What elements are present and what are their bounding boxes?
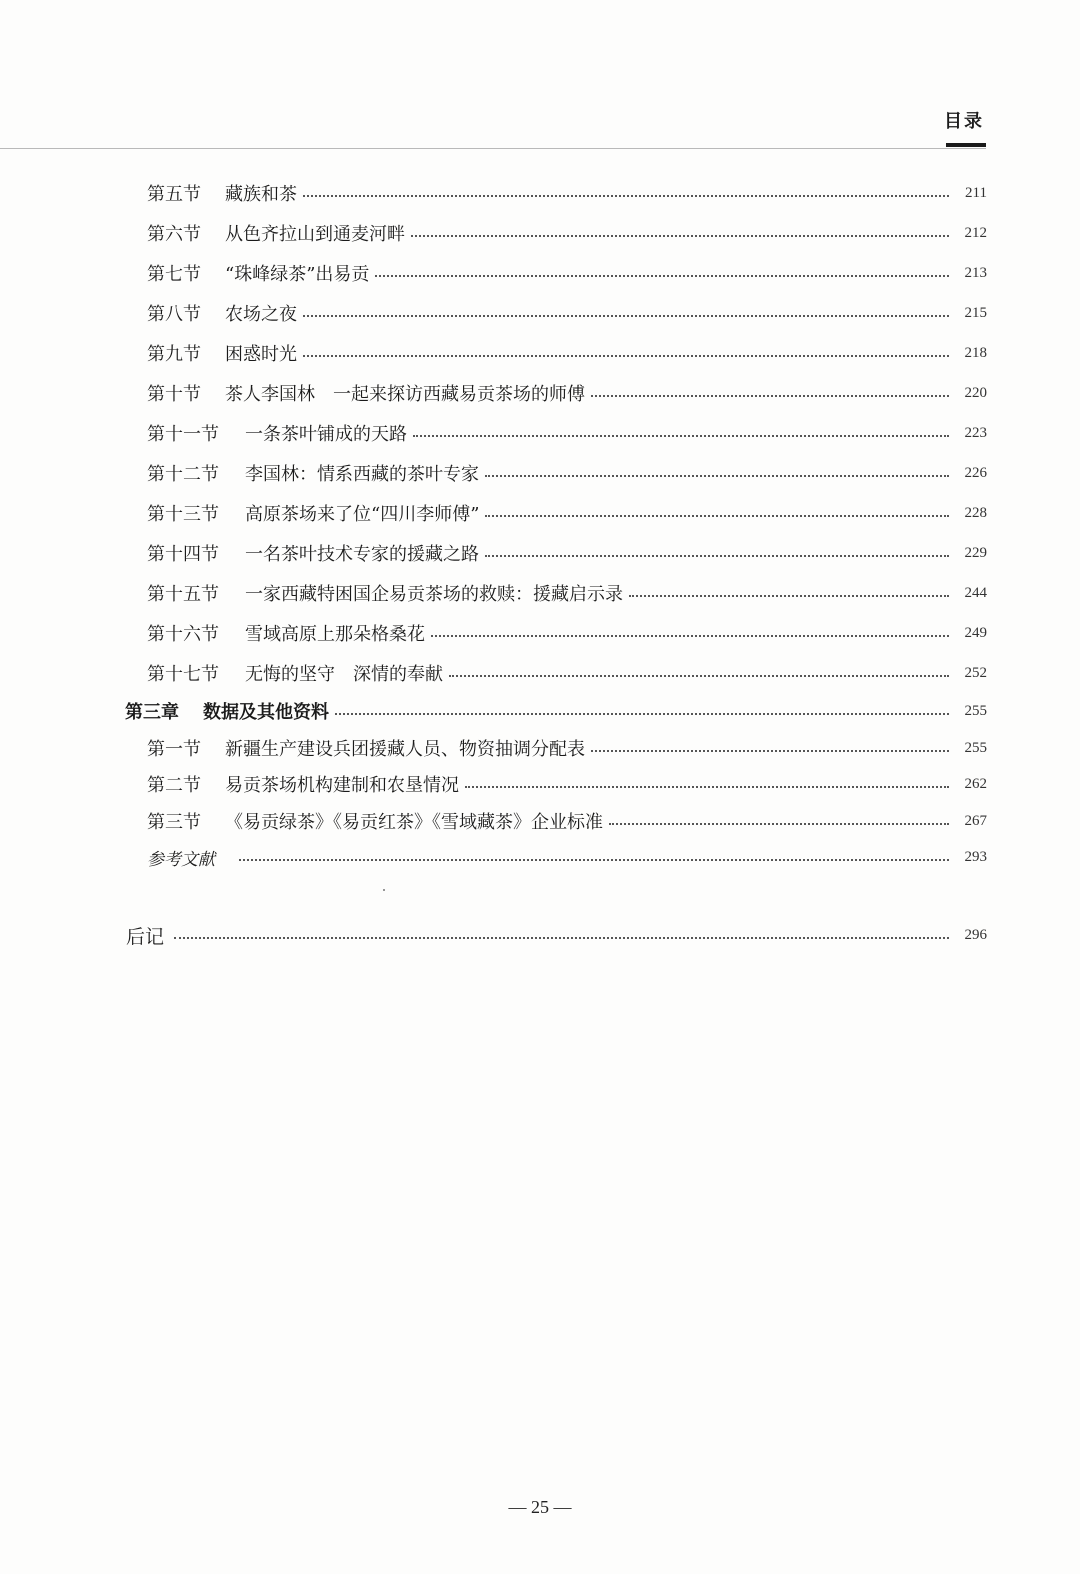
chapter-label: 第三章 <box>125 702 179 723</box>
entry-label: 第十五节 <box>147 584 219 605</box>
header-rule <box>0 148 986 149</box>
toc-chapter[interactable] <box>125 696 987 726</box>
entry-page: 244 <box>964 584 987 601</box>
leader-dots <box>411 235 949 237</box>
toc-entry[interactable] <box>147 618 987 648</box>
entry-title: 困惑时光 <box>225 344 297 365</box>
leader-dots <box>239 859 949 861</box>
toc-entry[interactable] <box>147 178 987 208</box>
entry-title: 《易贡绿茶》《易贡红茶》《雪域藏茶》企业标准 <box>225 812 603 833</box>
entry-title: 无悔的坚守 深情的奉献 <box>245 664 443 685</box>
entry-label: 第十二节 <box>147 464 219 485</box>
entry-title: “珠峰绿茶”出易贡 <box>225 264 370 285</box>
entry-page: 223 <box>964 424 987 441</box>
entry-label: 第十三节 <box>147 504 219 525</box>
entry-page: 262 <box>964 775 987 792</box>
toc-entry[interactable] <box>147 418 987 448</box>
leader-dots <box>375 275 949 277</box>
entry-page: 213 <box>964 264 987 281</box>
entry-page: 215 <box>964 304 987 321</box>
chapter-title: 数据及其他资料 <box>203 702 329 723</box>
leader-dots <box>485 555 949 557</box>
entry-label: 第二节 <box>147 775 201 796</box>
entry-page: 267 <box>964 812 987 829</box>
entry-label: 第十节 <box>147 384 201 405</box>
entry-page: 211 <box>965 184 987 201</box>
entry-page: 220 <box>964 384 987 401</box>
leader-dots <box>465 786 949 788</box>
entry-title: 李国林：情系西藏的茶叶专家 <box>245 464 479 485</box>
scan-speck <box>383 889 385 891</box>
toc-entry[interactable] <box>147 378 987 408</box>
entry-title: 一条茶叶铺成的天路 <box>245 424 407 445</box>
entry-title: 农场之夜 <box>225 304 297 325</box>
entry-title: 易贡茶场机构建制和农垦情况 <box>225 775 459 796</box>
leader-dots <box>303 355 949 357</box>
toc-entry[interactable] <box>147 458 987 488</box>
running-head-title: 目录 <box>944 111 984 132</box>
entry-page: 229 <box>964 544 987 561</box>
afterword-label: 后记 <box>126 925 165 948</box>
entry-title: 高原茶场来了位“四川李师傅” <box>245 504 480 525</box>
leader-dots <box>431 635 949 637</box>
chapter-page: 255 <box>964 702 987 719</box>
afterword-page: 296 <box>964 926 987 943</box>
leader-dots <box>629 595 949 597</box>
leader-dots <box>303 315 949 317</box>
toc-entry[interactable] <box>147 806 987 836</box>
leader-dots <box>485 475 949 477</box>
entry-title: 新疆生产建设兵团援藏人员、物资抽调分配表 <box>225 739 585 760</box>
entry-title: 藏族和茶 <box>225 184 297 205</box>
header-thick-rule <box>946 143 986 147</box>
entry-page: 249 <box>964 624 987 641</box>
entry-page: 255 <box>964 739 987 756</box>
leader-dots <box>413 435 949 437</box>
entry-title: 一名茶叶技术专家的援藏之路 <box>245 544 479 565</box>
leader-dots <box>591 750 949 752</box>
toc-entry[interactable] <box>147 658 987 688</box>
leader-dots <box>303 195 949 197</box>
entry-label: 第十一节 <box>147 424 219 445</box>
toc-entry[interactable] <box>147 498 987 528</box>
toc-entry[interactable] <box>147 298 987 328</box>
entry-title: 一家西藏特困国企易贡茶场的救赎：援藏启示录 <box>245 584 623 605</box>
entry-label: 第九节 <box>147 344 201 365</box>
leader-dots <box>449 675 949 677</box>
entry-title: 从色齐拉山到通麦河畔 <box>225 224 405 245</box>
entry-label: 第十七节 <box>147 664 219 685</box>
entry-label: 第五节 <box>147 184 201 205</box>
toc-entry[interactable] <box>147 733 987 763</box>
entry-label: 第三节 <box>147 812 201 833</box>
entry-title: 茶人李国林 一起来探访西藏易贡茶场的师傅 <box>225 384 585 405</box>
leader-dots <box>174 937 949 939</box>
toc-references[interactable] <box>147 842 987 872</box>
toc-entry[interactable] <box>147 338 987 368</box>
toc-entry[interactable] <box>147 258 987 288</box>
leader-dots <box>335 713 949 715</box>
entry-page: 228 <box>964 504 987 521</box>
page-number: — 25 — <box>508 1497 572 1517</box>
entry-label: 第一节 <box>147 739 201 760</box>
toc-entry[interactable] <box>147 578 987 608</box>
entry-label: 第七节 <box>147 264 201 285</box>
entry-page: 226 <box>964 464 987 481</box>
references-label: 参考文献 <box>147 849 215 870</box>
references-page: 293 <box>964 848 987 865</box>
entry-label: 第六节 <box>147 224 201 245</box>
toc-entry[interactable] <box>147 218 987 248</box>
leader-dots <box>485 515 949 517</box>
toc-entry[interactable] <box>147 769 987 799</box>
leader-dots <box>609 823 949 825</box>
entry-label: 第十四节 <box>147 544 219 565</box>
toc-afterword[interactable] <box>126 920 987 950</box>
entry-label: 第八节 <box>147 304 201 325</box>
leader-dots <box>591 395 949 397</box>
entry-page: 252 <box>964 664 987 681</box>
entry-page: 212 <box>964 224 987 241</box>
entry-page: 218 <box>964 344 987 361</box>
entry-label: 第十六节 <box>147 624 219 645</box>
entry-title: 雪域高原上那朵格桑花 <box>245 624 425 645</box>
toc-entry[interactable] <box>147 538 987 568</box>
